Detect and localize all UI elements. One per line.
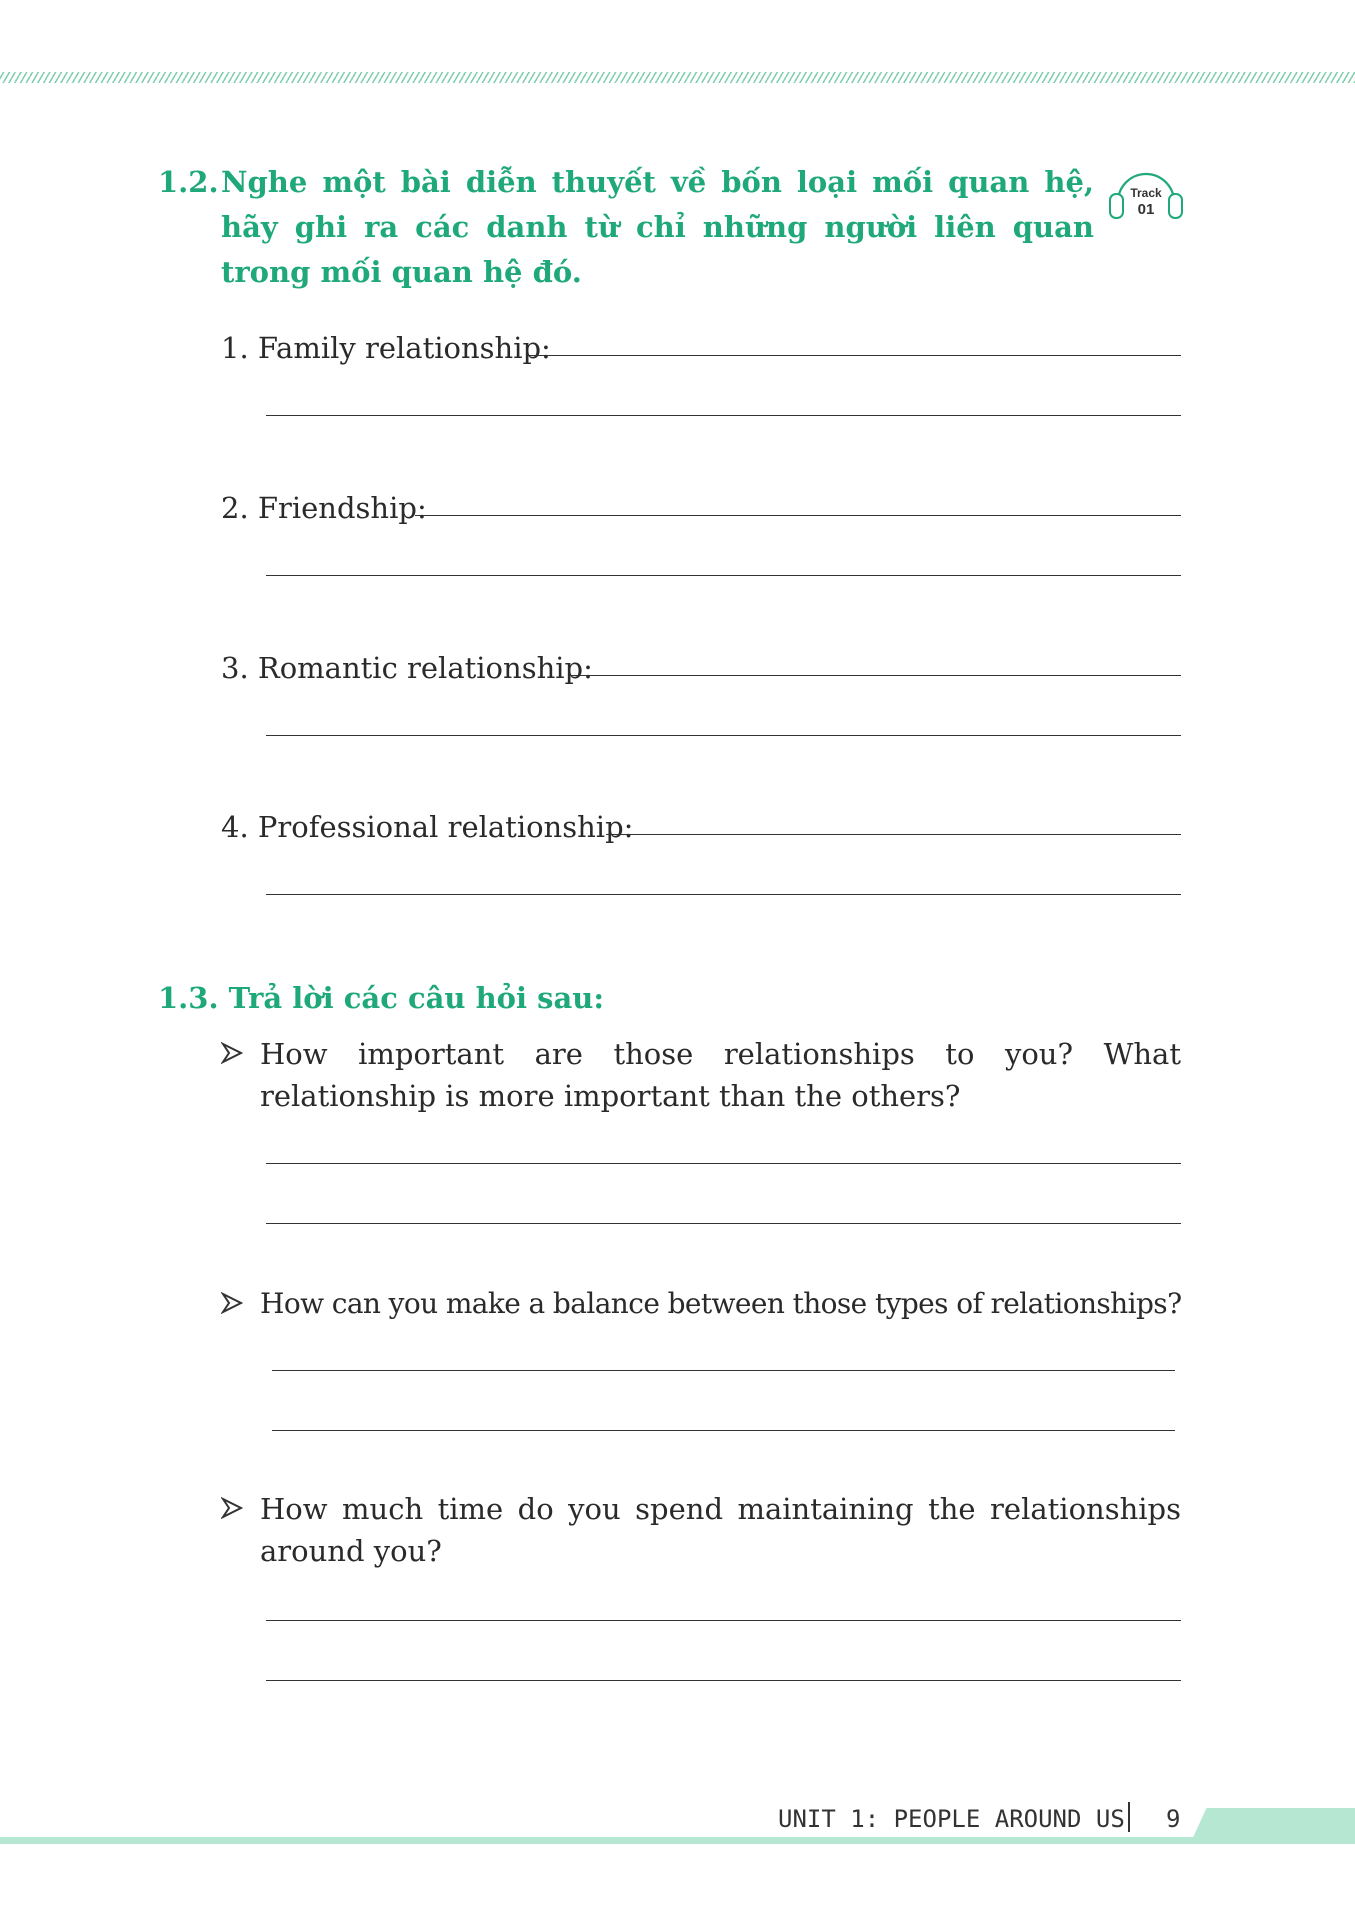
answer-line-q3-1[interactable] bbox=[266, 1620, 1181, 1621]
answer-line-professional-2[interactable] bbox=[266, 894, 1181, 895]
question-3-text: How much time do you spend maintaining the relationships around you? bbox=[260, 1492, 1181, 1568]
footer-unit-title: UNIT 1: PEOPLE AROUND US bbox=[778, 1805, 1125, 1833]
headphones-icon bbox=[1108, 164, 1184, 226]
answer-line-q3-2[interactable] bbox=[266, 1680, 1181, 1681]
answer-line-friendship-2[interactable] bbox=[266, 575, 1181, 576]
item-friendship-label: 2. Friendship: bbox=[221, 491, 427, 525]
section-1-2-title: Nghe một bài diễn thuyết về bốn loại mối quan hệ, hãy ghi ra các danh từ chỉ những người liên quan trong mối quan hệ đó. bbox=[221, 165, 1094, 289]
section-1-2-number: 1.2. bbox=[158, 165, 219, 199]
answer-line-romantic-2[interactable] bbox=[266, 735, 1181, 736]
answer-line-romantic-1[interactable] bbox=[569, 675, 1181, 676]
footer-page-tab bbox=[1190, 1808, 1355, 1844]
arrowhead-bullet-icon bbox=[221, 1496, 243, 1526]
answer-line-family-1[interactable] bbox=[528, 355, 1181, 356]
answer-line-q1-1[interactable] bbox=[266, 1163, 1181, 1164]
track-label: Track bbox=[1130, 186, 1162, 200]
answer-line-q1-2[interactable] bbox=[266, 1223, 1181, 1224]
question-2-text: How can you make a balance between those types of relationships? bbox=[260, 1287, 1182, 1320]
question-1-text: How important are those relationships to you? What relationship is more important than the others? bbox=[260, 1037, 1181, 1113]
arrowhead-bullet-icon bbox=[221, 1291, 243, 1321]
header-hatch-pattern bbox=[0, 72, 1355, 83]
answer-line-friendship-1[interactable] bbox=[415, 515, 1181, 516]
page-number: 9 bbox=[1166, 1805, 1181, 1833]
section-1-3-title: 1.3. Trả lời các câu hỏi sau: bbox=[158, 981, 605, 1015]
answer-line-professional-1[interactable] bbox=[606, 834, 1181, 835]
arrowhead-bullet-icon bbox=[221, 1041, 243, 1071]
answer-line-q2-1[interactable] bbox=[272, 1370, 1175, 1371]
answer-line-q2-2[interactable] bbox=[272, 1430, 1175, 1431]
footer-separator bbox=[1128, 1802, 1130, 1832]
footer-bar bbox=[0, 1837, 1355, 1844]
track-badge[interactable] bbox=[1108, 164, 1184, 226]
item-family-label: 1. Family relationship: bbox=[221, 331, 551, 365]
track-number: 01 bbox=[1137, 201, 1155, 218]
answer-line-family-2[interactable] bbox=[266, 415, 1181, 416]
item-professional-label: 4. Professional relationship: bbox=[221, 810, 634, 844]
item-romantic-label: 3. Romantic relationship: bbox=[221, 651, 593, 685]
